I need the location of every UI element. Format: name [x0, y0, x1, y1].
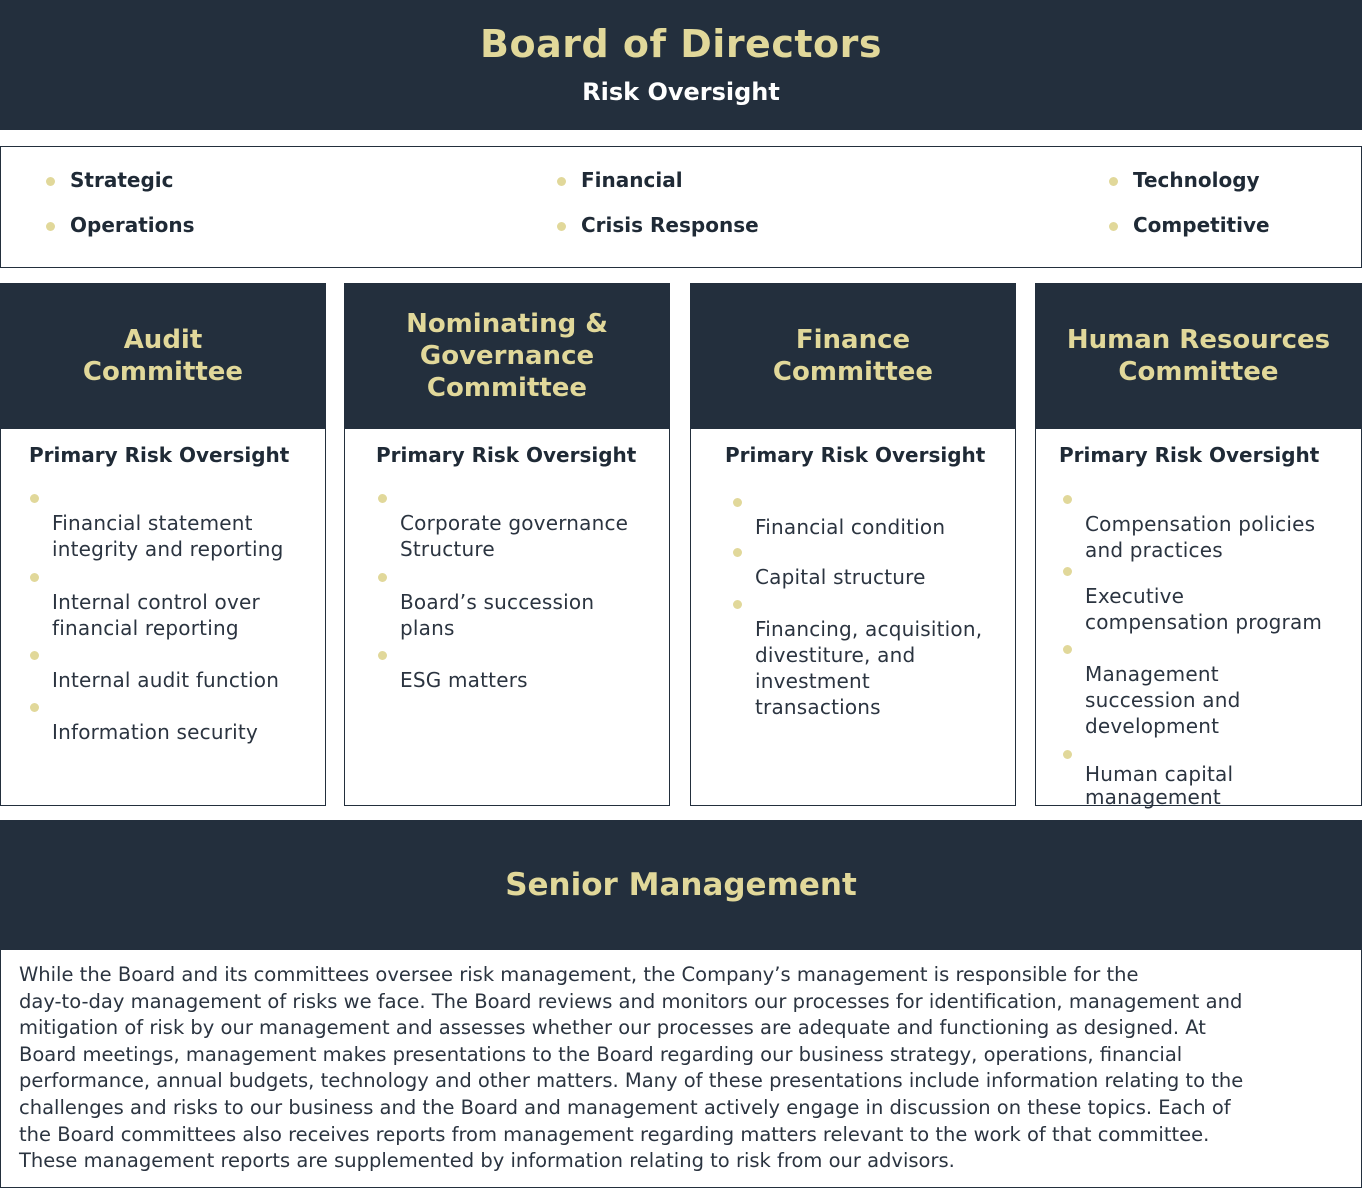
committee-name: Nominating & Governance Committee	[406, 309, 608, 403]
committee-body	[690, 429, 1016, 806]
list-item-text: Financial condition	[755, 515, 946, 539]
risk-area-label: Financial	[581, 168, 683, 192]
committee-body	[0, 429, 326, 806]
bullet-icon	[1063, 645, 1072, 654]
risk-area-item	[1109, 168, 1260, 192]
committee-header	[690, 283, 1016, 429]
bullet-icon	[30, 651, 39, 660]
list-item-text: Compensation policies and practices	[1085, 512, 1316, 562]
committee-header	[1035, 283, 1362, 429]
committee-human-resources	[1035, 283, 1362, 809]
list-item-text: Management succession and development	[1085, 662, 1241, 738]
list-item	[1085, 557, 1322, 635]
bullet-icon	[733, 600, 742, 609]
board-subtitle: Risk Oversight	[582, 78, 780, 106]
committee-body	[1035, 429, 1362, 809]
list-item	[52, 693, 258, 745]
list-item-text: Internal audit function	[52, 668, 280, 692]
list-item-text: Financial statement integrity and reporting	[52, 511, 284, 561]
senior-management-title: Senior Management	[505, 867, 857, 903]
bullet-icon	[46, 222, 55, 231]
bullet-icon	[1109, 222, 1118, 231]
list-item-text: Financing, acquisition, divestiture, and investment transactions	[755, 617, 983, 719]
bullet-icon	[733, 548, 742, 557]
senior-management-text: While the Board and its committees oversee risk management, the Company’s management is responsible for the day-to-day management of risks we face. The Board reviews and monitors our processes for identification, management and mitigation of risk by our management and assesses whether our processes are adequate and functioning as designed. At Board meetings, management makes presentations to the Board regarding our business strategy, operations, financial performance, annual budgets, technology and other matters. Many of these presentations include information relating to the challenges and risks to our business and the Board and management actively engage in discussion on these topics. Each of the Board committees also receives reports from management regarding matters relevant to the work of that committee. These management reports are supplemented by information relating to risk from our advisors.	[19, 963, 1244, 1173]
list-item	[400, 484, 628, 562]
list-item	[52, 641, 279, 693]
oversight-label: Primary Risk Oversight	[376, 443, 637, 467]
risk-area-label: Competitive	[1133, 213, 1270, 237]
list-item-text: Corporate governance Structure	[400, 511, 629, 561]
risk-area-item	[46, 213, 195, 237]
oversight-label: Primary Risk Oversight	[29, 443, 290, 467]
bullet-icon	[378, 651, 387, 660]
risk-area-item	[46, 168, 173, 192]
list-item	[755, 488, 945, 540]
bullet-icon	[557, 222, 566, 231]
list-item-text: Human capital management	[1085, 762, 1234, 809]
senior-management-body	[0, 950, 1362, 1188]
bullet-icon	[557, 177, 566, 186]
list-item-text: Capital structure	[755, 565, 926, 589]
list-item	[1085, 635, 1241, 739]
risk-area-label: Strategic	[70, 168, 174, 192]
bullet-icon	[30, 703, 39, 712]
committee-header	[0, 283, 326, 429]
oversight-label: Primary Risk Oversight	[1059, 443, 1320, 467]
list-item	[52, 484, 284, 562]
bullet-icon	[30, 573, 39, 582]
committee-name: Human Resources Committee	[1066, 325, 1331, 387]
list-item-text: Internal control over financial reporting	[52, 590, 260, 640]
list-item	[52, 563, 260, 641]
risk-area-label: Operations	[70, 213, 195, 237]
risk-area-item	[557, 168, 683, 192]
oversight-label: Primary Risk Oversight	[725, 443, 986, 467]
list-item	[755, 538, 926, 590]
bullet-icon	[1063, 495, 1072, 504]
risk-area-label: Technology	[1133, 168, 1260, 192]
risk-area-item	[1109, 213, 1270, 237]
list-item-text: Information security	[52, 720, 258, 744]
bullet-icon	[733, 498, 742, 507]
bullet-icon	[1063, 567, 1072, 576]
bullet-icon	[30, 494, 39, 503]
bullet-icon	[1063, 750, 1072, 759]
risk-area-item	[557, 213, 759, 237]
senior-management-header	[0, 820, 1362, 950]
bullet-icon	[1109, 177, 1118, 186]
list-item	[755, 590, 982, 720]
committee-audit	[0, 283, 326, 806]
list-item	[400, 641, 528, 693]
list-item-text: Executive compensation program	[1085, 584, 1323, 634]
list-item	[1085, 485, 1315, 563]
risk-area-label: Crisis Response	[581, 213, 759, 237]
committee-header	[344, 283, 670, 429]
list-item-text: ESG matters	[400, 668, 528, 692]
committee-name: Audit Committee	[82, 325, 244, 387]
list-item	[400, 563, 594, 641]
bullet-icon	[46, 177, 55, 186]
board-header	[0, 0, 1362, 130]
risk-areas-panel	[0, 146, 1362, 268]
committee-body	[344, 429, 670, 806]
board-title: Board of Directors	[480, 22, 882, 66]
bullet-icon	[378, 494, 387, 503]
committee-nominating-governance	[344, 283, 670, 806]
committee-finance	[690, 283, 1016, 806]
list-item	[1085, 740, 1233, 809]
committee-name: Finance Committee	[772, 325, 934, 387]
list-item-text: Board’s succession plans	[400, 590, 595, 640]
bullet-icon	[378, 573, 387, 582]
